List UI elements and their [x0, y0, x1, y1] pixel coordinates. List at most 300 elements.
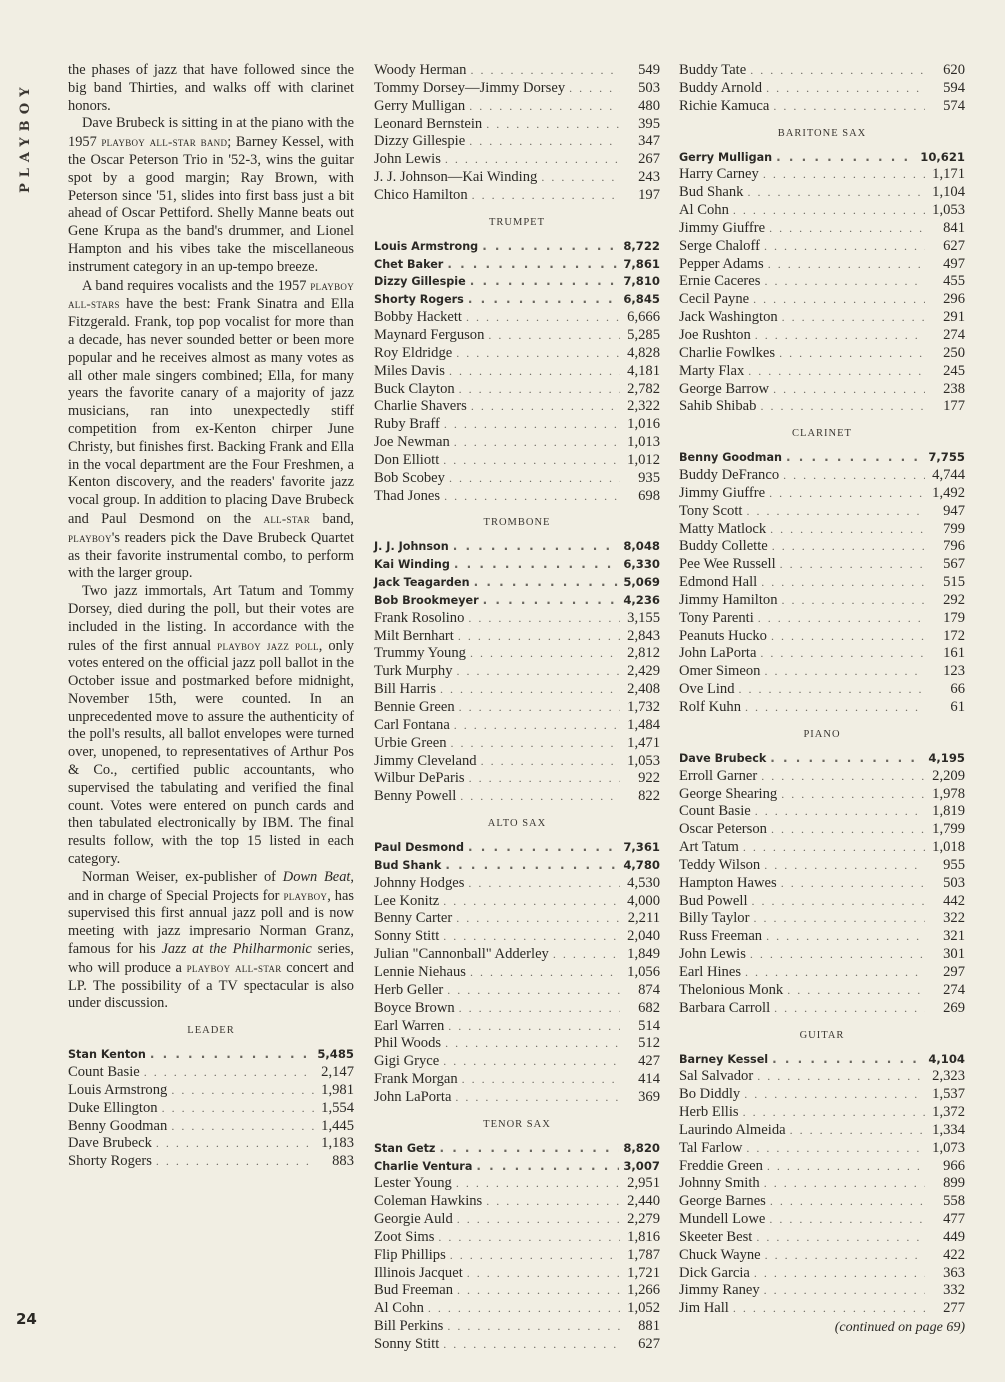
- vote-count: 1,484: [627, 716, 660, 733]
- leader-dots: [553, 946, 620, 964]
- leader-dots: [764, 663, 925, 681]
- leader-dots: [782, 309, 925, 327]
- poll-row: [374, 946, 660, 964]
- leader-dots: [733, 1300, 925, 1318]
- poll-row: [679, 202, 965, 220]
- vote-count: 1,171: [932, 166, 965, 183]
- poll-row: [374, 770, 660, 788]
- vote-count: 4,000: [627, 892, 660, 909]
- musician-name: Barney Kessel: [679, 1052, 769, 1066]
- leader-dots: [467, 1265, 620, 1283]
- leader-dots: [454, 556, 619, 574]
- musician-name: Dave Brubeck: [679, 751, 767, 765]
- vote-count: 8,722: [623, 238, 660, 253]
- leader-dots: [770, 1193, 925, 1211]
- poll-row: [68, 1100, 354, 1118]
- leader-dots: [483, 592, 620, 610]
- vote-count: 627: [638, 1336, 660, 1352]
- article-text-run: have the best: Frank Sinatra and Ella Fitzgerald. Frank, top pop vocalist for more than a decade, has never sounded better or been more popular and he receives almost as many votes as all other male singers combined; Ella, for many years the favorite canary of a majority of jazz musicians, ran into unexpectedly stiff competition from ex-Kenton chirper June Christy, but finishes first. Backing Frank and Ella in the vocal department are the Four Freshmen, a Kenton discovery, and the readers' favorite jazz vocal group. In addition to placing Dave Brubeck and Paul Desmond on the: [68, 296, 354, 527]
- musician-name: Milt Bernhart: [374, 627, 454, 644]
- leader-dots: [470, 645, 620, 663]
- poll-row: [679, 381, 965, 399]
- leader-dots: [790, 1122, 925, 1140]
- musician-name: Johnny Hodges: [374, 874, 465, 891]
- leader-dots: [782, 592, 925, 610]
- poll-row: [679, 1086, 965, 1104]
- musician-name: Matty Matlock: [679, 520, 767, 537]
- poll-row: [679, 875, 965, 893]
- leader-dots: [746, 503, 925, 521]
- vote-count: 179: [943, 609, 965, 626]
- poll-row: [679, 1193, 965, 1211]
- leader-dots: [754, 1265, 925, 1283]
- leader-dots: [428, 1300, 620, 1318]
- vote-count: 61: [950, 699, 965, 715]
- poll-row: [679, 291, 965, 309]
- vote-count: 267: [638, 151, 660, 168]
- poll-row: [679, 538, 965, 556]
- leader-dots: [753, 910, 925, 928]
- leader-dots: [469, 770, 620, 788]
- vote-count: 881: [638, 1318, 660, 1335]
- vote-count: 1,013: [627, 434, 660, 451]
- leader-dots: [469, 98, 620, 116]
- leader-dots: [760, 398, 925, 416]
- leader-dots: [468, 875, 620, 893]
- leader-dots: [443, 1053, 620, 1071]
- poll-row: [374, 699, 660, 717]
- musician-name: Urbie Green: [374, 734, 447, 751]
- poll-row: [679, 1140, 965, 1158]
- poll-row: [374, 610, 660, 628]
- leader-dots: [458, 628, 620, 646]
- musician-name: Sal Salvador: [679, 1068, 754, 1085]
- poll-row: [374, 628, 660, 646]
- musician-name: Benny Goodman: [68, 1117, 168, 1134]
- poll-row: [679, 1211, 965, 1229]
- poll-row: [374, 1175, 660, 1193]
- musician-name: Buddy DeFranco: [679, 467, 780, 484]
- leader-dots: [743, 839, 925, 857]
- leader-dots: [456, 910, 620, 928]
- leader-dots: [761, 768, 925, 786]
- musician-name: Tony Parenti: [679, 609, 754, 626]
- poll-row: [374, 345, 660, 363]
- musician-name: Laurindo Almeida: [679, 1121, 786, 1138]
- leader-dots: [486, 1193, 620, 1211]
- leader-dots: [773, 381, 925, 399]
- poll-row: [374, 964, 660, 982]
- vote-count: 2,951: [627, 1175, 660, 1192]
- vote-count: 1,471: [627, 734, 660, 751]
- article-text-run: , only votes entered on the official jazz poll ballot in the October issue and postmarked before midnight, November 15th, were counted. In an unprecedented move to assure the authenticity of the poll's results, all ballot envelopes were turned over, unopened, to representatives of Arthur Pos & Co., certified public accountants, who supervised the tabulating and verified the final count. Votes were entered on punch cards and then tabulated electronically by IBM. The final results follow, with the top 15 listed in each category.: [68, 637, 354, 868]
- musician-name: Omer Simeon: [679, 663, 761, 680]
- article-text-run: playboy all-star band: [101, 134, 228, 150]
- vote-count: 1,819: [932, 803, 965, 820]
- musician-name: Woody Herman: [374, 62, 467, 78]
- leader-dots: [745, 699, 925, 717]
- vote-count: 5,069: [623, 575, 660, 590]
- musician-name: Chet Baker: [374, 257, 444, 271]
- vote-count: 1,978: [932, 785, 965, 802]
- leader-dots: [460, 788, 620, 806]
- leader-dots: [476, 1158, 619, 1176]
- vote-count: 1,183: [321, 1135, 354, 1152]
- vote-count: 291: [943, 309, 965, 326]
- leader-dots: [449, 470, 620, 488]
- leader-dots: [454, 434, 620, 452]
- vote-count: 292: [943, 591, 965, 608]
- vote-count: 515: [943, 574, 965, 591]
- leader-dots: [763, 166, 925, 184]
- vote-count: 883: [332, 1153, 354, 1170]
- vote-count: 1,334: [932, 1121, 965, 1138]
- vote-count: 966: [943, 1157, 965, 1174]
- vote-count: 2,322: [627, 398, 660, 415]
- leader-dots: [764, 1282, 925, 1300]
- musician-name: Joe Newman: [374, 434, 450, 451]
- article-paragraph: [68, 583, 354, 869]
- musician-name: Zoot Sims: [374, 1228, 435, 1245]
- poll-row: [374, 928, 660, 946]
- poll-row: [374, 1300, 660, 1318]
- musician-name: Tony Scott: [679, 502, 743, 519]
- poll-row: [679, 786, 965, 804]
- article-text-run: series, who will produce a: [68, 941, 354, 976]
- poll-row: [374, 488, 660, 506]
- leader-dots: [776, 149, 916, 167]
- vote-count: 1,816: [627, 1228, 660, 1245]
- musician-name: Pee Wee Russell: [679, 556, 776, 573]
- leader-dots: [769, 485, 925, 503]
- musician-name: Jimmy Giuffre: [679, 484, 766, 501]
- leader-dots: [459, 381, 620, 399]
- vote-count: 799: [943, 520, 965, 537]
- leader-dots: [438, 1229, 620, 1247]
- musician-name: Bud Shank: [374, 858, 442, 872]
- leader-dots: [457, 663, 620, 681]
- leader-dots: [764, 273, 925, 291]
- musician-name: Charlie Shavers: [374, 398, 467, 415]
- vote-count: 296: [943, 291, 965, 308]
- vote-count: 1,721: [627, 1264, 660, 1281]
- vote-count: 3,007: [623, 1158, 660, 1173]
- leader-dots: [468, 291, 619, 309]
- vote-count: 1,799: [932, 821, 965, 838]
- col3-sections: [679, 62, 965, 1318]
- article-text-run: , and in charge of Special Projects for: [68, 868, 354, 904]
- poll-row: [374, 681, 660, 699]
- vote-count: 514: [638, 1017, 660, 1034]
- poll-row: [679, 1051, 965, 1069]
- vote-count: 2,440: [627, 1193, 660, 1210]
- article-text-run: playboy all-star: [186, 959, 282, 975]
- musician-name: Shorty Rogers: [374, 293, 464, 307]
- musician-name: John Lewis: [374, 151, 441, 168]
- section-title: LEADER: [187, 1025, 235, 1037]
- musician-name: Don Elliott: [374, 451, 440, 468]
- leader-dots: [764, 238, 925, 256]
- vote-count: 347: [638, 133, 660, 150]
- musician-name: Illinois Jacquet: [374, 1264, 463, 1281]
- poll-row: [679, 256, 965, 274]
- vote-count: 2,211: [627, 910, 660, 927]
- article-text-run: playboy: [283, 887, 328, 903]
- col1-sections: [68, 1025, 354, 1171]
- musician-name: Stan Getz: [374, 1141, 436, 1155]
- vote-count: 277: [943, 1300, 965, 1317]
- vote-count: 1,554: [321, 1099, 354, 1116]
- musician-name: Frank Rosolino: [374, 609, 465, 626]
- musician-name: Jimmy Cleveland: [374, 752, 477, 769]
- vote-count: 10,621: [920, 149, 965, 164]
- leader-dots: [482, 238, 619, 256]
- musician-name: Richie Kamuca: [679, 97, 770, 114]
- vote-count: 1,266: [627, 1282, 660, 1299]
- poll-row: [679, 309, 965, 327]
- leader-dots: [443, 1336, 620, 1354]
- vote-count: 395: [638, 115, 660, 132]
- musician-name: Ruby Braff: [374, 416, 440, 433]
- leader-dots: [451, 735, 620, 753]
- musician-name: George Shearing: [679, 785, 778, 802]
- poll-row: [374, 133, 660, 151]
- musician-name: Bud Freeman: [374, 1282, 454, 1299]
- musician-name: Lester Young: [374, 1175, 452, 1192]
- leader-dots: [739, 681, 925, 699]
- musician-name: Herb Ellis: [679, 1104, 739, 1121]
- column-3: [679, 62, 965, 1336]
- musician-name: Georgie Auld: [374, 1211, 453, 1228]
- article-text-run: Dave Brubeck is sitting in at the piano with the 1957: [68, 115, 354, 151]
- musician-name: Julian "Cannonball" Adderley: [374, 946, 549, 963]
- musician-name: Thelonious Monk: [679, 981, 784, 998]
- poll-row: [374, 1318, 660, 1336]
- poll-row: [679, 62, 965, 80]
- musician-name: Phil Woods: [374, 1035, 442, 1052]
- vote-count: 1,732: [627, 699, 660, 715]
- vote-count: 558: [943, 1193, 965, 1210]
- vote-count: 4,181: [627, 362, 660, 379]
- vote-count: 449: [943, 1228, 965, 1245]
- musician-name: Buck Clayton: [374, 380, 455, 397]
- leader-dots: [760, 645, 925, 663]
- leader-dots: [449, 363, 620, 381]
- leader-dots: [771, 821, 925, 839]
- vote-count: 123: [943, 663, 965, 680]
- vote-count: 321: [943, 928, 965, 945]
- poll-row: [374, 1000, 660, 1018]
- musician-name: Earl Warren: [374, 1017, 445, 1034]
- section-title: TROMBONE: [483, 517, 551, 529]
- vote-count: 1,537: [932, 1086, 965, 1103]
- vote-count: 6,845: [623, 292, 660, 307]
- musician-name: Lennie Niehaus: [374, 963, 466, 980]
- article-text-run: all-star: [263, 510, 311, 526]
- musician-name: Leonard Bernstein: [374, 115, 483, 132]
- vote-count: 322: [943, 910, 965, 927]
- poll-row: [374, 398, 660, 416]
- leader-dots: [444, 488, 620, 506]
- leader-dots: [457, 1211, 620, 1229]
- leader-dots: [772, 538, 925, 556]
- musician-name: Turk Murphy: [374, 663, 453, 680]
- musician-name: Flip Phillips: [374, 1246, 446, 1263]
- musician-name: Paul Desmond: [374, 841, 464, 855]
- leader-dots: [748, 363, 925, 381]
- leader-dots: [448, 1018, 620, 1036]
- musician-name: Herb Geller: [374, 981, 444, 998]
- poll-row: [374, 717, 660, 735]
- musician-name: John LaPorta: [374, 1088, 452, 1105]
- musician-name: Jack Teagarden: [374, 576, 470, 590]
- musician-name: Chuck Wayne: [679, 1246, 761, 1263]
- vote-count: 2,323: [932, 1068, 965, 1085]
- musician-name: Gerry Mulligan: [679, 150, 773, 164]
- musician-name: Ernie Caceres: [679, 273, 761, 290]
- musician-name: John LaPorta: [679, 645, 757, 662]
- musician-name: Roy Eldridge: [374, 344, 453, 361]
- poll-row: [374, 1193, 660, 1211]
- leader-dots: [733, 202, 925, 220]
- poll-row: [374, 1211, 660, 1229]
- leader-dots: [439, 1140, 619, 1158]
- poll-row: [374, 1089, 660, 1107]
- vote-count: 594: [943, 79, 965, 96]
- musician-name: Erroll Garner: [679, 767, 758, 784]
- leader-dots: [772, 1051, 924, 1069]
- leader-dots: [780, 556, 925, 574]
- vote-count: 4,828: [627, 344, 660, 361]
- poll-row: [679, 893, 965, 911]
- vote-count: 4,530: [627, 874, 660, 891]
- poll-row: [679, 1158, 965, 1176]
- musician-name: Bennie Green: [374, 699, 455, 715]
- musician-name: Cecil Payne: [679, 291, 750, 308]
- leader-dots: [156, 1135, 314, 1153]
- vote-count: 1,052: [627, 1300, 660, 1317]
- poll-row: [374, 1053, 660, 1071]
- leader-dots: [767, 1158, 925, 1176]
- poll-row: [68, 1118, 354, 1136]
- article-text-run: playboy all-stars: [68, 277, 354, 312]
- vote-count: 503: [638, 79, 660, 96]
- poll-row: [374, 363, 660, 381]
- vote-count: 1,492: [932, 484, 965, 501]
- article-text-run: playboy jazz poll: [217, 637, 319, 653]
- leader-dots: [752, 893, 925, 911]
- leader-dots: [471, 398, 620, 416]
- musician-name: Jack Washington: [679, 309, 778, 326]
- leader-dots: [781, 786, 925, 804]
- article-text-run: band,: [310, 510, 355, 527]
- poll-row: [679, 521, 965, 539]
- continued-note: (continued on page 69): [834, 1320, 965, 1336]
- leader-dots: [468, 610, 620, 628]
- musician-name: George Barrow: [679, 380, 770, 397]
- page-number: 24: [16, 1310, 37, 1328]
- vote-count: 2,209: [932, 767, 965, 784]
- vote-count: 1,056: [627, 963, 660, 980]
- vote-count: 274: [943, 981, 965, 998]
- section-title: PIANO: [803, 728, 841, 740]
- leader-dots: [770, 750, 924, 768]
- poll-row: [679, 449, 965, 467]
- poll-row: [374, 1158, 660, 1176]
- vote-count: 698: [638, 487, 660, 504]
- vote-count: 1,053: [932, 202, 965, 219]
- poll-row: [374, 645, 660, 663]
- article-text: [68, 62, 354, 1013]
- vote-count: 1,849: [627, 946, 660, 963]
- vote-count: 6,330: [623, 557, 660, 572]
- poll-row: [374, 381, 660, 399]
- article-paragraph: [68, 62, 354, 115]
- poll-row: [679, 1000, 965, 1018]
- leader-dots: [171, 1118, 314, 1136]
- musician-name: George Barnes: [679, 1193, 766, 1210]
- vote-count: 8,048: [623, 539, 660, 554]
- vote-count: 7,861: [623, 256, 660, 271]
- poll-row: [679, 1282, 965, 1300]
- musician-name: Benny Carter: [374, 910, 453, 927]
- musician-name: Johnny Smith: [679, 1175, 760, 1192]
- vote-count: 8,820: [623, 1140, 660, 1155]
- musician-name: Mundell Lowe: [679, 1211, 766, 1228]
- leader-dots: [466, 309, 620, 327]
- vote-count: 947: [943, 502, 965, 519]
- vote-count: 1,104: [932, 184, 965, 201]
- leader-dots: [459, 1000, 620, 1018]
- vote-count: 238: [943, 380, 965, 397]
- musician-name: Tal Farlow: [679, 1139, 743, 1156]
- poll-row: [679, 1247, 965, 1265]
- leader-dots: [144, 1064, 314, 1082]
- article-text-run: Two jazz immortals, Art Tatum and Tommy Dorsey, died during the poll, but their votes are included in the listing. In accordance with the rules of the first annual: [68, 583, 354, 654]
- poll-row: [374, 1035, 660, 1053]
- poll-row: [679, 238, 965, 256]
- poll-row: [374, 1247, 660, 1265]
- article-text-run: playboy: [68, 529, 112, 545]
- vote-count: 7,755: [928, 450, 965, 465]
- poll-row: [374, 309, 660, 327]
- leader-dots: [488, 327, 620, 345]
- leader-dots: [474, 574, 620, 592]
- musician-name: Benny Goodman: [679, 451, 782, 465]
- masthead: PLAYBOY: [18, 81, 33, 193]
- section-title: TRUMPET: [488, 216, 545, 228]
- poll-row: [374, 788, 660, 806]
- poll-row: [679, 98, 965, 116]
- leader-dots: [753, 291, 925, 309]
- vote-count: 4,744: [932, 467, 965, 484]
- vote-count: 7,361: [623, 840, 660, 855]
- vote-count: 899: [943, 1175, 965, 1192]
- poll-row: [679, 803, 965, 821]
- leader-dots: [745, 964, 925, 982]
- vote-count: 369: [638, 1088, 660, 1105]
- vote-count: 414: [638, 1071, 660, 1088]
- vote-count: 549: [638, 62, 660, 78]
- leader-dots: [447, 1318, 620, 1336]
- section-title: TENOR SAX: [483, 1118, 551, 1130]
- musician-name: Dick Garcia: [679, 1264, 750, 1281]
- vote-count: 363: [943, 1264, 965, 1281]
- leader-dots: [171, 1082, 314, 1100]
- musician-name: Wilbur DeParis: [374, 770, 465, 787]
- vote-count: 1,016: [627, 416, 660, 433]
- leader-dots: [769, 220, 925, 238]
